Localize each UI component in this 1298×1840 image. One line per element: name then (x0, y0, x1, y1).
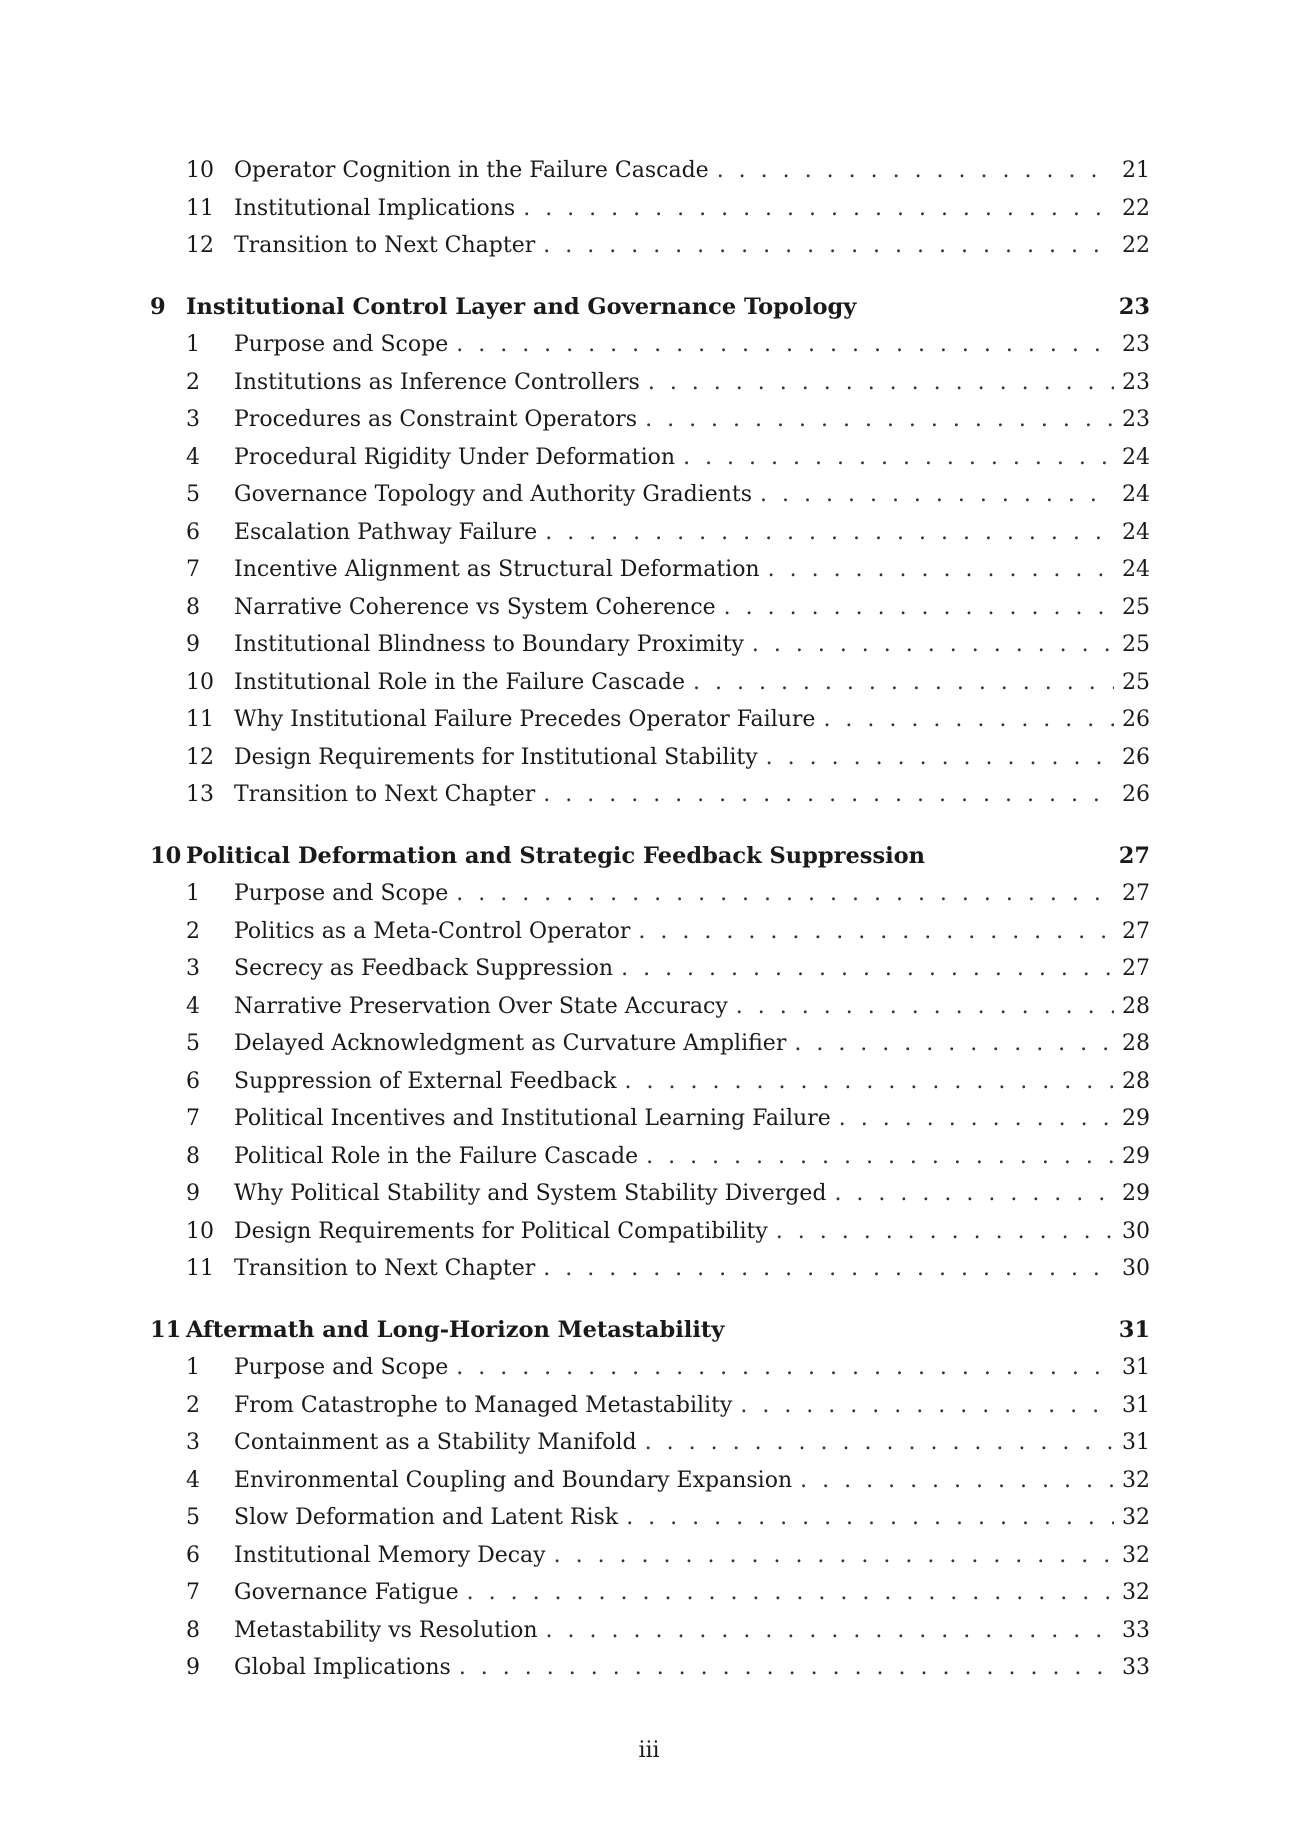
section-title: Incentive Alignment as Structural Deformation (234, 557, 760, 582)
chapter-title: Aftermath and Long-Horizon Metastability (186, 1316, 725, 1343)
section-page-number: 27 (1122, 956, 1150, 981)
section-title: Why Political Stability and System Stability Diverged (234, 1181, 827, 1206)
chapter-number: 10 (150, 842, 182, 869)
dot-leader (645, 401, 1114, 439)
toc-entry[interactable] (150, 875, 1150, 913)
section-page-number: 22 (1122, 195, 1150, 221)
toc-entry[interactable] (150, 701, 1150, 739)
section-number: 2 (186, 369, 200, 395)
toc-entry[interactable] (150, 401, 1150, 439)
dot-leader (839, 1100, 1114, 1138)
section-number: 8 (186, 1617, 200, 1643)
dot-leader (740, 1387, 1114, 1425)
toc-entry[interactable] (150, 439, 1150, 477)
toc-entry[interactable] (150, 1499, 1150, 1537)
toc-entry[interactable] (150, 1250, 1150, 1288)
toc-entry[interactable] (150, 1063, 1150, 1101)
section-page-number: 32 (1122, 1580, 1150, 1605)
section-page-number: 26 (1122, 782, 1150, 807)
section-number: 7 (186, 557, 200, 582)
section-page-number: 24 (1122, 482, 1150, 507)
section-title: Delayed Acknowledgment as Curvature Amplifier (234, 1031, 787, 1056)
section-page-number: 28 (1122, 1031, 1150, 1056)
dot-leader (456, 1349, 1114, 1387)
section-number: 6 (186, 1068, 200, 1094)
toc-entry[interactable] (150, 364, 1150, 402)
section-title: Design Requirements for Institutional Stability (234, 744, 758, 770)
toc-entry[interactable] (150, 326, 1150, 364)
dot-leader (459, 1649, 1114, 1687)
section-page-number: 26 (1122, 707, 1150, 732)
section-title: Slow Deformation and Latent Risk (234, 1505, 619, 1530)
section-title: Environmental Coupling and Boundary Expansion (234, 1467, 793, 1493)
dot-leader (648, 364, 1114, 402)
section-page-number: 29 (1122, 1181, 1150, 1206)
section-title: Why Institutional Failure Precedes Operator Failure (234, 707, 816, 732)
section-number: 5 (186, 1031, 200, 1056)
section-number: 9 (186, 632, 200, 657)
section-title: Escalation Pathway Failure (234, 519, 538, 545)
toc-chapter-heading[interactable] (150, 1312, 1150, 1350)
toc-entry[interactable] (150, 626, 1150, 664)
section-page-number: 31 (1122, 1355, 1150, 1380)
dot-leader (800, 1462, 1114, 1500)
section-number: 6 (186, 519, 200, 545)
toc-entry[interactable] (150, 1100, 1150, 1138)
section-number: 10 (186, 1218, 214, 1244)
section-number: 12 (186, 744, 214, 770)
section-page-number: 24 (1122, 557, 1150, 582)
toc-entry[interactable] (150, 1025, 1150, 1063)
section-title: Institutional Memory Decay (234, 1542, 546, 1568)
dot-leader (546, 1612, 1114, 1650)
toc-entry[interactable] (150, 589, 1150, 627)
section-number: 9 (186, 1655, 200, 1680)
dot-leader (736, 988, 1114, 1026)
chapter-page-number: 23 (1118, 293, 1150, 320)
dot-leader (768, 551, 1114, 589)
section-number: 5 (186, 482, 200, 507)
section-page-number: 27 (1122, 918, 1150, 944)
dot-leader (760, 476, 1114, 514)
section-page-number: 24 (1122, 444, 1150, 470)
section-title: Design Requirements for Political Compatibility (234, 1218, 768, 1244)
section-title: Secrecy as Feedback Suppression (234, 956, 614, 981)
dot-leader (645, 1424, 1114, 1462)
section-title: Global Implications (234, 1655, 451, 1680)
table-of-contents (150, 152, 1150, 1687)
dot-leader (543, 776, 1114, 814)
dot-leader (693, 664, 1114, 702)
section-page-number: 23 (1122, 407, 1150, 432)
section-number: 4 (186, 444, 200, 470)
section-title: Institutional Blindness to Boundary Proximity (234, 632, 744, 657)
section-number: 3 (186, 407, 200, 432)
section-title: Governance Fatigue (234, 1580, 459, 1605)
toc-entry[interactable] (150, 913, 1150, 951)
toc-entry[interactable] (150, 227, 1150, 265)
section-number: 8 (186, 1143, 200, 1169)
section-page-number: 33 (1122, 1655, 1150, 1680)
section-number: 2 (186, 918, 200, 944)
dot-leader (467, 1574, 1114, 1612)
toc-entry[interactable] (150, 1138, 1150, 1176)
section-title: Institutional Implications (234, 195, 516, 221)
toc-entry[interactable] (150, 776, 1150, 814)
section-page-number: 25 (1122, 632, 1150, 657)
section-page-number: 28 (1122, 993, 1150, 1019)
toc-entry[interactable] (150, 1649, 1150, 1687)
toc-entry[interactable] (150, 1462, 1150, 1500)
dot-leader (646, 1138, 1114, 1176)
section-title: Operator Cognition in the Failure Cascade (234, 158, 709, 183)
section-page-number: 29 (1122, 1143, 1150, 1169)
toc-entry[interactable] (150, 551, 1150, 589)
dot-leader (626, 1499, 1114, 1537)
section-number: 4 (186, 993, 200, 1019)
section-title: Containment as a Stability Manifold (234, 1430, 637, 1455)
section-number: 1 (186, 1355, 200, 1380)
dot-leader (543, 227, 1114, 265)
toc-entry[interactable] (150, 476, 1150, 514)
chapter-number: 11 (150, 1316, 182, 1343)
dot-leader (766, 739, 1114, 777)
section-title: Institutional Role in the Failure Cascade (234, 669, 685, 695)
section-title: Purpose and Scope (234, 332, 449, 357)
toc-entry[interactable] (150, 152, 1150, 190)
section-number: 11 (186, 195, 214, 221)
section-title: Politics as a Meta-Control Operator (234, 918, 631, 944)
chapter-title: Institutional Control Layer and Governance Topology (186, 293, 857, 320)
section-number: 11 (186, 707, 214, 732)
section-number: 6 (186, 1542, 200, 1568)
toc-entry[interactable] (150, 1424, 1150, 1462)
section-page-number: 31 (1122, 1392, 1150, 1418)
toc-entry[interactable] (150, 1574, 1150, 1612)
section-number: 10 (186, 158, 214, 183)
section-number: 3 (186, 1430, 200, 1455)
section-page-number: 25 (1122, 669, 1150, 695)
dot-leader (717, 152, 1114, 190)
dot-leader (543, 1250, 1114, 1288)
toc-entry[interactable] (150, 664, 1150, 702)
section-page-number: 27 (1122, 881, 1150, 906)
toc-entry[interactable] (150, 950, 1150, 988)
section-title: Transition to Next Chapter (234, 233, 536, 258)
section-page-number: 25 (1122, 594, 1150, 620)
toc-entry[interactable] (150, 514, 1150, 552)
dot-leader (456, 875, 1114, 913)
toc-entry[interactable] (150, 1175, 1150, 1213)
section-title: Governance Topology and Authority Gradients (234, 482, 753, 507)
section-number: 9 (186, 1181, 200, 1206)
page-number-footer: iii (638, 1738, 660, 1763)
dot-leader (834, 1175, 1114, 1213)
dot-leader (621, 950, 1114, 988)
section-title: Suppression of External Feedback (234, 1068, 617, 1094)
section-number: 10 (186, 669, 214, 695)
section-page-number: 31 (1122, 1430, 1150, 1455)
section-page-number: 28 (1122, 1068, 1150, 1094)
toc-entry[interactable] (150, 190, 1150, 228)
chapter-page-number: 31 (1118, 1316, 1150, 1343)
dot-leader (724, 589, 1114, 627)
chapter-number: 9 (150, 293, 166, 320)
section-page-number: 22 (1122, 233, 1150, 258)
dot-leader (625, 1063, 1114, 1101)
section-title: Procedural Rigidity Under Deformation (234, 444, 676, 470)
section-page-number: 21 (1122, 158, 1150, 183)
section-number: 3 (186, 956, 200, 981)
toc-entry[interactable] (150, 1213, 1150, 1251)
toc-chapter-heading[interactable] (150, 838, 1150, 876)
dot-leader (823, 701, 1114, 739)
section-page-number: 23 (1122, 332, 1150, 357)
section-number: 13 (186, 782, 214, 807)
section-number: 11 (186, 1256, 214, 1281)
section-number: 1 (186, 881, 200, 906)
toc-entry[interactable] (150, 1349, 1150, 1387)
section-title: Metastability vs Resolution (234, 1617, 538, 1643)
section-title: Political Incentives and Institutional Learning Failure (234, 1106, 831, 1131)
chapter-title: Political Deformation and Strategic Feedback Suppression (186, 842, 926, 869)
section-title: Purpose and Scope (234, 881, 449, 906)
dot-leader (554, 1537, 1114, 1575)
section-page-number: 29 (1122, 1106, 1150, 1131)
section-title: Transition to Next Chapter (234, 1256, 536, 1281)
toc-entry[interactable] (150, 1537, 1150, 1575)
section-title: Procedures as Constraint Operators (234, 407, 638, 432)
section-number: 2 (186, 1392, 200, 1418)
section-title: From Catastrophe to Managed Metastability (234, 1392, 733, 1418)
section-number: 7 (186, 1106, 200, 1131)
section-page-number: 32 (1122, 1467, 1150, 1493)
dot-leader (752, 626, 1114, 664)
section-title: Narrative Coherence vs System Coherence (234, 594, 716, 620)
toc-entry[interactable] (150, 739, 1150, 777)
section-page-number: 32 (1122, 1505, 1150, 1530)
section-page-number: 32 (1122, 1542, 1150, 1568)
toc-chapter-heading[interactable] (150, 289, 1150, 327)
section-number: 12 (186, 233, 214, 258)
toc-entry[interactable] (150, 1612, 1150, 1650)
section-page-number: 33 (1122, 1617, 1150, 1643)
section-title: Narrative Preservation Over State Accuracy (234, 993, 728, 1019)
section-page-number: 23 (1122, 369, 1150, 395)
chapter-page-number: 27 (1118, 842, 1150, 869)
section-title: Institutions as Inference Controllers (234, 369, 640, 395)
section-title: Purpose and Scope (234, 1355, 449, 1380)
toc-entry[interactable] (150, 1387, 1150, 1425)
dot-leader (683, 439, 1114, 477)
section-title: Political Role in the Failure Cascade (234, 1143, 639, 1169)
dot-leader (456, 326, 1114, 364)
dot-leader (776, 1213, 1114, 1251)
toc-entry[interactable] (150, 988, 1150, 1026)
section-page-number: 24 (1122, 519, 1150, 545)
section-title: Transition to Next Chapter (234, 782, 536, 807)
dot-leader (545, 514, 1114, 552)
section-number: 8 (186, 594, 200, 620)
dot-leader (523, 190, 1114, 228)
section-number: 1 (186, 332, 200, 357)
section-page-number: 26 (1122, 744, 1150, 770)
section-number: 5 (186, 1505, 200, 1530)
dot-leader (638, 913, 1114, 951)
section-page-number: 30 (1122, 1256, 1150, 1281)
section-number: 4 (186, 1467, 200, 1493)
section-number: 7 (186, 1580, 200, 1605)
dot-leader (794, 1025, 1114, 1063)
section-page-number: 30 (1122, 1218, 1150, 1244)
